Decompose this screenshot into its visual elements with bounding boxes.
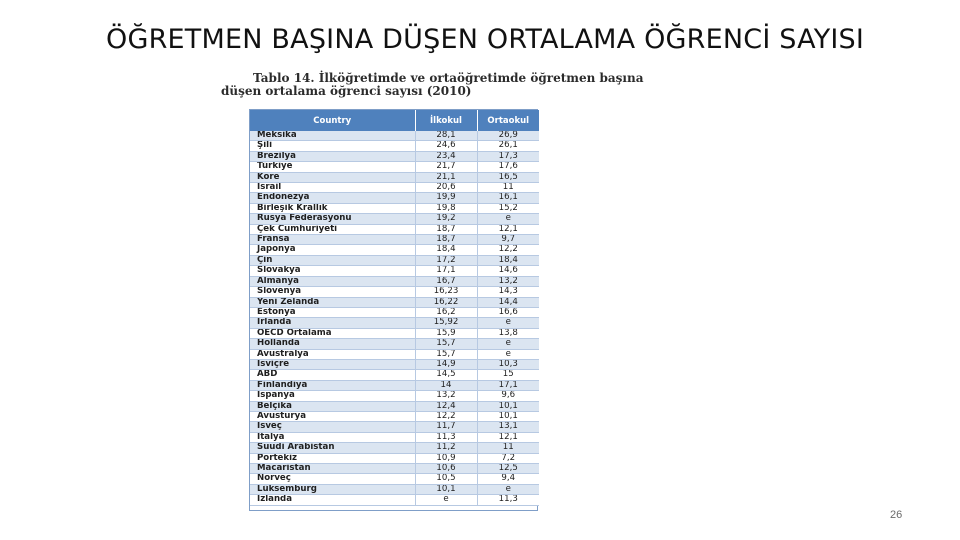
cell-country: Portekiz <box>250 453 415 463</box>
cell-country: İsveç <box>250 422 415 432</box>
cell-country: Estonya <box>250 307 415 317</box>
cell-ortaokul: 11 <box>477 443 539 453</box>
table-row <box>250 297 539 307</box>
table-caption <box>221 72 751 98</box>
cell-ortaokul: 9,7 <box>477 235 539 245</box>
cell-country: Slovakya <box>250 266 415 276</box>
cell-ilkokul: 18,7 <box>415 224 477 234</box>
cell-country: İsrail <box>250 183 415 193</box>
table-row <box>250 214 539 224</box>
cell-country: Fransa <box>250 235 415 245</box>
cell-ortaokul: 26,9 <box>477 131 539 141</box>
cell-ilkokul: 14 <box>415 380 477 390</box>
cell-ortaokul: 13,8 <box>477 328 539 338</box>
cell-ortaokul: 9,4 <box>477 474 539 484</box>
cell-ortaokul: 26,1 <box>477 141 539 151</box>
cell-ilkokul: 11,3 <box>415 432 477 442</box>
cell-ilkokul: 10,5 <box>415 474 477 484</box>
cell-ilkokul: 10,6 <box>415 464 477 474</box>
cell-country: Macaristan <box>250 464 415 474</box>
cell-ilkokul: 17,1 <box>415 266 477 276</box>
cell-ortaokul: 12,1 <box>477 432 539 442</box>
table-row <box>250 370 539 380</box>
cell-country: İrlanda <box>250 318 415 328</box>
student-teacher-ratio-table <box>249 109 538 511</box>
header-country: Country <box>250 110 415 131</box>
cell-ilkokul: 13,2 <box>415 391 477 401</box>
cell-ortaokul: 15,2 <box>477 203 539 213</box>
cell-ortaokul: 18,4 <box>477 255 539 265</box>
table-row <box>250 391 539 401</box>
cell-ortaokul: 17,1 <box>477 380 539 390</box>
cell-country: Almanya <box>250 276 415 286</box>
cell-ortaokul: 9,6 <box>477 391 539 401</box>
cell-country: Suudi Arabistan <box>250 443 415 453</box>
cell-country: Çin <box>250 255 415 265</box>
cell-ilkokul: 11,2 <box>415 443 477 453</box>
cell-ilkokul: 19,8 <box>415 203 477 213</box>
header-ilkokul: İlkokul <box>415 110 477 131</box>
cell-country: Rusya Federasyonu <box>250 214 415 224</box>
cell-ortaokul: 13,2 <box>477 276 539 286</box>
cell-country: Çek Cumhuriyeti <box>250 224 415 234</box>
table-caption-line-2: düşen ortalama öğrenci sayısı (2010) <box>221 84 472 98</box>
cell-country: Şili <box>250 141 415 151</box>
cell-country: Meksika <box>250 131 415 141</box>
table-row <box>250 151 539 161</box>
cell-ortaokul: 14,4 <box>477 297 539 307</box>
cell-ortaokul: 16,1 <box>477 193 539 203</box>
cell-country: Lüksemburg <box>250 484 415 494</box>
cell-ilkokul: 10,1 <box>415 484 477 494</box>
slide-title: ÖĞRETMEN BAŞINA DÜŞEN ORTALAMA ÖĞRENCİ SAYISI <box>106 24 865 55</box>
table-row <box>250 255 539 265</box>
table-header <box>250 110 539 131</box>
cell-country: İtalya <box>250 432 415 442</box>
table-row <box>250 266 539 276</box>
table-row <box>250 380 539 390</box>
cell-country: Finlandiya <box>250 380 415 390</box>
cell-ortaokul: 10,1 <box>477 401 539 411</box>
cell-ortaokul: 14,3 <box>477 287 539 297</box>
cell-ilkokul: 17,2 <box>415 255 477 265</box>
cell-ilkokul: 24,6 <box>415 141 477 151</box>
cell-ortaokul: 10,3 <box>477 359 539 369</box>
cell-ilkokul: 16,7 <box>415 276 477 286</box>
table-row <box>250 307 539 317</box>
page-number: 26 <box>890 509 903 521</box>
table-row <box>250 162 539 172</box>
cell-country: Birleşik Krallık <box>250 203 415 213</box>
cell-ilkokul: 19,2 <box>415 214 477 224</box>
table-row <box>250 422 539 432</box>
cell-country: Endonezya <box>250 193 415 203</box>
table-row <box>250 464 539 474</box>
cell-country: Norveç <box>250 474 415 484</box>
cell-country: Belçika <box>250 401 415 411</box>
cell-ilkokul: 18,7 <box>415 235 477 245</box>
table-row <box>250 339 539 349</box>
table-row <box>250 349 539 359</box>
cell-ortaokul: 10,1 <box>477 411 539 421</box>
table-row <box>250 474 539 484</box>
cell-ortaokul: e <box>477 339 539 349</box>
cell-country: OECD Ortalama <box>250 328 415 338</box>
cell-ilkokul: 12,2 <box>415 411 477 421</box>
cell-ortaokul: 16,5 <box>477 172 539 182</box>
cell-country: Brezilya <box>250 151 415 161</box>
cell-ortaokul: 11,3 <box>477 495 539 505</box>
cell-country: İsviçre <box>250 359 415 369</box>
table-row <box>250 287 539 297</box>
cell-ortaokul: 17,6 <box>477 162 539 172</box>
cell-ilkokul: 20,6 <box>415 183 477 193</box>
cell-country: Avustralya <box>250 349 415 359</box>
cell-ortaokul: 12,2 <box>477 245 539 255</box>
table-row <box>250 443 539 453</box>
table-row <box>250 131 539 141</box>
cell-ilkokul: 28,1 <box>415 131 477 141</box>
cell-ortaokul: 7,2 <box>477 453 539 463</box>
table-row <box>250 276 539 286</box>
cell-country: Kore <box>250 172 415 182</box>
cell-ortaokul: e <box>477 484 539 494</box>
cell-ilkokul: 14,9 <box>415 359 477 369</box>
cell-ortaokul: e <box>477 349 539 359</box>
cell-country: Slovenya <box>250 287 415 297</box>
cell-country: Yeni Zelanda <box>250 297 415 307</box>
cell-ilkokul: 14,5 <box>415 370 477 380</box>
cell-ortaokul: 16,6 <box>477 307 539 317</box>
cell-country: Avusturya <box>250 411 415 421</box>
cell-ortaokul: 12,5 <box>477 464 539 474</box>
cell-country: İzlanda <box>250 495 415 505</box>
table-row <box>250 401 539 411</box>
cell-ilkokul: 21,7 <box>415 162 477 172</box>
cell-ortaokul: 15 <box>477 370 539 380</box>
table-row <box>250 193 539 203</box>
cell-ortaokul: 12,1 <box>477 224 539 234</box>
cell-ortaokul: 13,1 <box>477 422 539 432</box>
table-row <box>250 245 539 255</box>
cell-ortaokul: e <box>477 318 539 328</box>
cell-ilkokul: 12,4 <box>415 401 477 411</box>
cell-ortaokul: e <box>477 214 539 224</box>
table-row <box>250 359 539 369</box>
table-body <box>250 131 539 505</box>
cell-country: Türkiye <box>250 162 415 172</box>
cell-ilkokul: 11,7 <box>415 422 477 432</box>
cell-ilkokul: 10,9 <box>415 453 477 463</box>
table-row <box>250 432 539 442</box>
table-row <box>250 141 539 151</box>
cell-ilkokul: 19,9 <box>415 193 477 203</box>
cell-ortaokul: 14,6 <box>477 266 539 276</box>
table-row <box>250 411 539 421</box>
cell-ilkokul: 15,7 <box>415 339 477 349</box>
cell-ilkokul: 15,9 <box>415 328 477 338</box>
cell-ortaokul: 11 <box>477 183 539 193</box>
table-row <box>250 203 539 213</box>
table-row <box>250 224 539 234</box>
cell-ilkokul: 16,23 <box>415 287 477 297</box>
cell-ilkokul: 16,2 <box>415 307 477 317</box>
cell-ilkokul: 23,4 <box>415 151 477 161</box>
cell-ilkokul: 21,1 <box>415 172 477 182</box>
data-table <box>250 110 539 506</box>
cell-country: Hollanda <box>250 339 415 349</box>
table-row <box>250 318 539 328</box>
table-row <box>250 484 539 494</box>
table-row <box>250 495 539 505</box>
table-caption-line-1: Tablo 14. İlköğretimde ve ortaöğretimde öğretmen başına <box>253 71 644 85</box>
table-row <box>250 328 539 338</box>
cell-country: ABD <box>250 370 415 380</box>
table-row <box>250 183 539 193</box>
cell-ilkokul: 15,7 <box>415 349 477 359</box>
cell-ilkokul: 18,4 <box>415 245 477 255</box>
cell-ilkokul: 16,22 <box>415 297 477 307</box>
cell-ilkokul: e <box>415 495 477 505</box>
cell-ortaokul: 17,3 <box>477 151 539 161</box>
table-row <box>250 235 539 245</box>
table-row <box>250 172 539 182</box>
cell-country: İspanya <box>250 391 415 401</box>
table-row <box>250 453 539 463</box>
cell-country: Japonya <box>250 245 415 255</box>
cell-ilkokul: 15,92 <box>415 318 477 328</box>
header-ortaokul: Ortaokul <box>477 110 539 131</box>
